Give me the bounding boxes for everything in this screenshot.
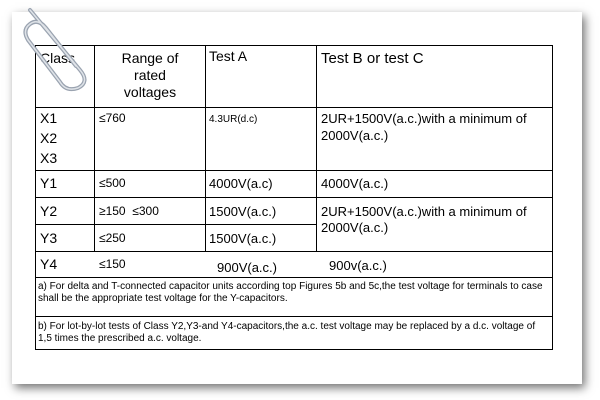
col-divider-2 [205, 45, 206, 251]
class-y3: Y3 [40, 230, 58, 246]
header-range-line1: Range of [121, 50, 179, 66]
class-y1: Y1 [40, 175, 58, 191]
test-a-y3: 1500V(a.c.) [209, 231, 277, 246]
row-divider-y1 [35, 197, 553, 198]
paper-clip-icon [20, 0, 100, 92]
row-divider-header [35, 107, 553, 108]
range-y4: ≤150 [99, 257, 126, 271]
test-bc-x-line1: 2UR+1500V(a.c.)with a minimum of [321, 111, 527, 126]
test-bc-y2-line2: 2000V(a.c.) [321, 220, 389, 235]
test-a-x: 4.3UR(d.c) [209, 114, 258, 125]
test-a-y1: 4000V(a.c) [209, 176, 273, 191]
test-bc-y4: 900v(a.c.) [329, 258, 387, 273]
test-a-y2: 1500V(a.c.) [209, 204, 277, 219]
row-divider-y2 [35, 224, 316, 225]
footnote-a: a) For delta and T-connected capacitor units according top Figures 5b and 5c,the test voltage for terminals to case shall be the appropriate test voltage for the Y-capacitors. [38, 281, 543, 304]
header-range-line3: voltages [123, 84, 177, 100]
class-y4: Y4 [40, 256, 58, 272]
range-x: ≤760 [99, 111, 126, 125]
row-divider-table-end [35, 277, 553, 278]
class-y2: Y2 [40, 203, 58, 219]
test-bc-x-line2: 2000V(a.c.) [321, 128, 389, 143]
header-test-bc: Test B or test C [321, 50, 424, 67]
row-divider-y3 [35, 251, 553, 252]
footnote-b: b) For lot-by-lot tests of Class Y2,Y3-and Y4-capacitors,the a.c. test voltage may be replaced by a d.c. voltage of 1,5 times the prescribed a.c. voltage. [38, 321, 536, 344]
range-y3: ≤250 [99, 231, 126, 245]
class-x3: X3 [40, 150, 58, 166]
row-divider-notes [35, 316, 553, 317]
header-class: Class [40, 50, 76, 66]
test-bc-y2-line1: 2UR+1500V(a.c.)with a minimum of [321, 204, 527, 219]
range-y1: ≤500 [99, 176, 126, 190]
header-range-line2: rated [134, 67, 166, 83]
class-x2: X2 [40, 130, 58, 146]
range-y2: ≥150 ≤300 [99, 204, 159, 218]
header-test-a: Test A [209, 48, 248, 64]
row-divider-x [35, 170, 553, 171]
test-bc-y1: 4000V(a.c.) [321, 176, 389, 191]
col-divider-3 [316, 45, 317, 251]
class-x1: X1 [40, 110, 58, 126]
test-a-y4: 900V(a.c.) [217, 260, 277, 275]
